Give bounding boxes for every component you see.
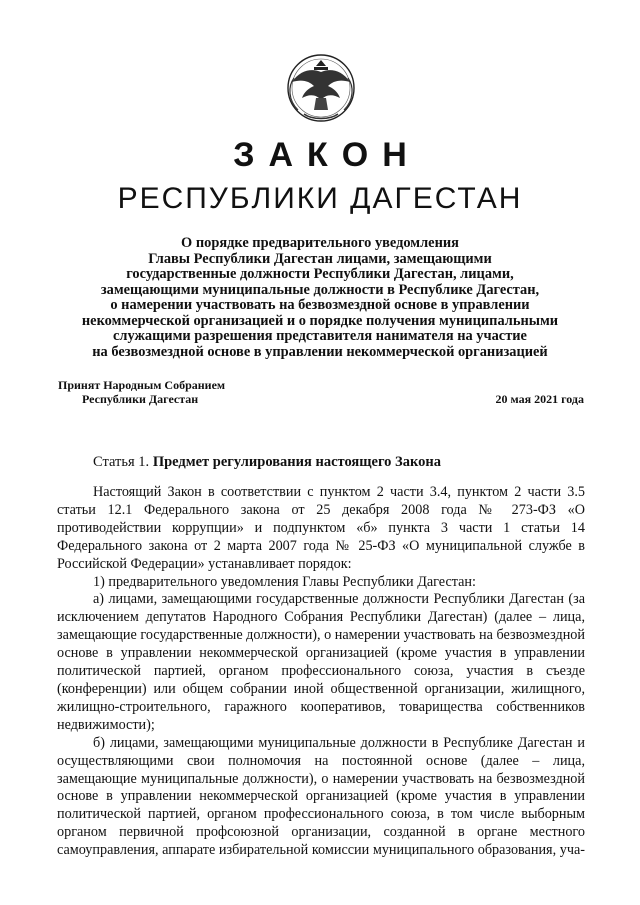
adoption-block bbox=[58, 378, 225, 406]
article-heading: Предмет регулирования настоящего Закона bbox=[152, 454, 441, 470]
subject-line: о намерении участвовать на безвозмездной основе в управлении bbox=[110, 297, 530, 313]
subject-line: замещающими муниципальные должности в Республике Дагестан, bbox=[100, 281, 540, 298]
article-number: Статья 1. bbox=[93, 454, 150, 470]
adoption-date: 20 мая 2021 года bbox=[495, 392, 584, 406]
paragraph: а) лицами, замещающими государственные должности Республики Дагестан (за исключением депутатов Народного Собрания Республики Дагестан) (далее – лица, замещающие государственные должности), о намерении участвовать на безвозмездной основе в управлении некоммерческой организацией (кроме участия в управлении политической партией, органом профессионального союза, участия в съезде (конференции) или общем собрании иной общественной организации, жилищного, жилищно-строительного, гаражного кооперативов, товарищества собственников недвижимости); bbox=[57, 591, 585, 733]
article-body bbox=[57, 484, 585, 860]
law-subtitle: РЕСПУБЛИКИ ДАГЕСТАН bbox=[117, 182, 523, 215]
subject-line: государственные должности Республики Дагестан, лицами, bbox=[126, 266, 514, 282]
adoption-line: Республики Дагестан bbox=[82, 392, 199, 406]
adoption-line: Принят Народным Собранием bbox=[58, 378, 226, 392]
subject-line: на безвозмездной основе в управлении некоммерческой организацией bbox=[92, 343, 548, 360]
law-title: ЗАКОН bbox=[233, 136, 421, 174]
article-title bbox=[93, 454, 441, 471]
coat-of-arms-emblem bbox=[276, 48, 366, 128]
paragraph: Настоящий Закон в соответствии с пунктом 2 части 3.4, пунктом 2 части 3.5 статьи 12.1 Федерального закона от 25 декабря 2008 года № 273-ФЗ «О противодействии коррупции» и подпунктом «б» пункта 3 части 1 статьи 14 Федерального закона от 2 марта 2007 года № 25-ФЗ «О муниципальной службе в Российской Федерации» устанавливает порядок: bbox=[57, 484, 585, 572]
subject-line: Главы Республики Дагестан лицами, замещающими bbox=[148, 250, 492, 267]
subject-line: некоммерческой организацией и о порядке получения муниципальными bbox=[81, 312, 559, 329]
coat-of-arms-eagle-icon bbox=[276, 48, 366, 128]
paragraph: б) лицами, замещающими муниципальные должности в Республике Дагестан и осуществляющими свои полномочия на постоянной основе (далее – лица, замещающие муниципальные должности), о намерении участвовать на безвозмездной основе в управлении некоммерческой организацией (кроме участия в управлении политической партией, органом профессионального союза, в том числе выборным органом первичной профсоюзной организации, созданной в органе местного самоуправления, аппарате избирательной комиссии муниципального образования, уча- bbox=[57, 734, 585, 859]
subject-line: О порядке предварительного уведомления bbox=[181, 235, 459, 251]
law-subject bbox=[40, 236, 600, 360]
paragraph: 1) предварительного уведомления Главы Республики Дагестан: bbox=[93, 573, 476, 590]
subject-line: служащими разрешения представителя нанимателя на участие bbox=[113, 328, 527, 344]
